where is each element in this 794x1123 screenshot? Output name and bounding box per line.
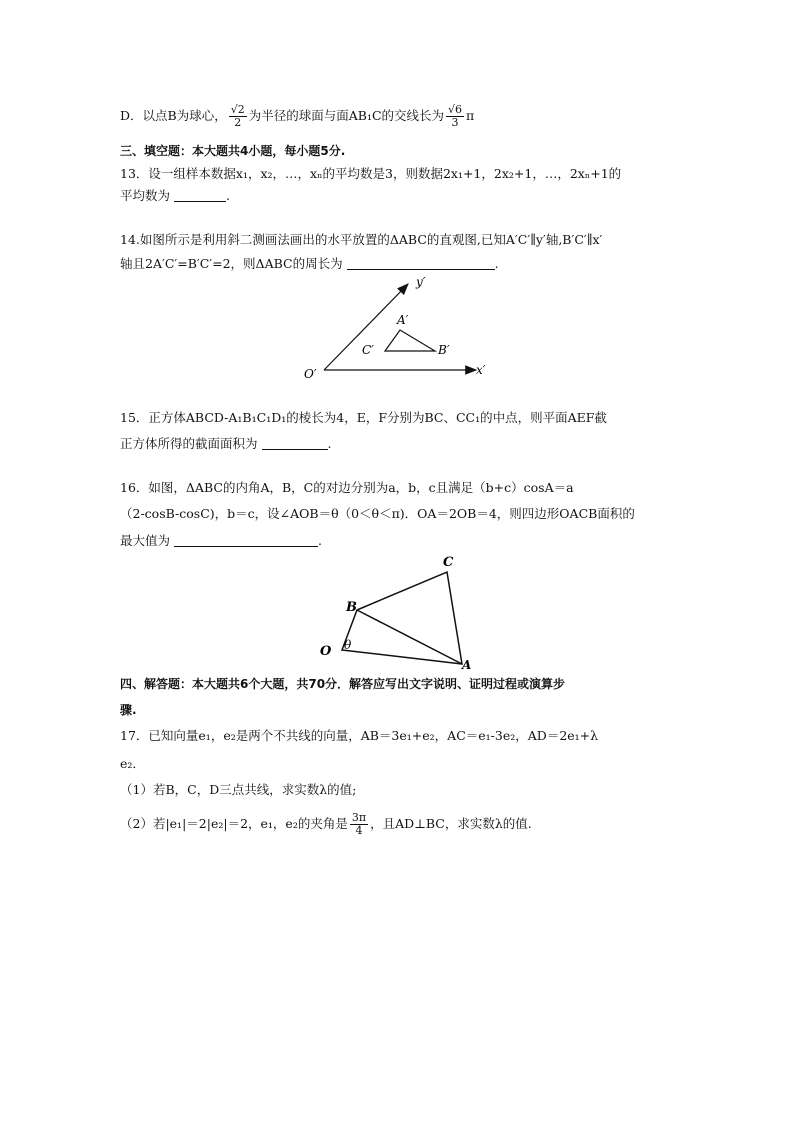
q13-answer-blank	[174, 189, 226, 202]
q14-line1: 14.如图所示是利用斜二测画法画出的水平放置的ΔABC的直观图,已知A′C′∥y′轴,B′C′∥x′	[120, 232, 603, 247]
label-o: O	[320, 644, 332, 659]
q16-line2: （2-cosB-cosC)，b＝c，设∠AOB＝θ（0＜θ＜π)．OA＝2OB＝4，则四边形OACB面积的	[120, 506, 635, 521]
q16-answer-blank	[174, 534, 318, 547]
q13-line1: 13．设一组样本数据x₁，x₂，…，xₙ的平均数是3，则数据2x₁+1，2x₂+1，…，2xₙ+1的	[120, 166, 622, 181]
length-fraction	[446, 104, 464, 129]
q16-figure	[312, 552, 482, 672]
quadrilateral-oacb	[342, 572, 462, 664]
angle-numerator: 3π	[351, 811, 367, 824]
option-d-prefix: D．以点B为球心，	[120, 108, 227, 123]
q13-prefix: 平均数为	[120, 188, 171, 203]
point-c-label: C′	[362, 343, 374, 357]
angle-denominator: 4	[355, 824, 363, 837]
y-axis-line	[324, 284, 408, 370]
radius-numerator: √2	[230, 103, 245, 116]
q15-answer-blank	[262, 437, 328, 450]
option-d-suffix: π	[466, 108, 475, 123]
q14-figure	[290, 268, 510, 386]
q13-line2	[120, 188, 230, 204]
angle-fraction	[350, 812, 368, 837]
q13-suffix: .	[226, 188, 230, 203]
section4-heading-line1: 四、解答题：本大题共6个大题，共70分．解答应写出文字说明、证明过程或演算步	[120, 677, 566, 691]
q16-prefix: 最大值为	[120, 533, 171, 548]
diagonal-ba	[357, 610, 462, 664]
triangle-abc-prime	[385, 330, 435, 351]
point-a-label: A′	[397, 313, 409, 327]
q14-prefix: 轴且2A′C′=B′C′=2，则ΔABC的周长为	[120, 256, 343, 271]
label-theta: θ	[344, 638, 352, 652]
y-axis-label: y′	[416, 275, 426, 289]
label-a: A	[462, 658, 472, 672]
q15-suffix: .	[327, 436, 332, 451]
q16-line3	[120, 533, 322, 549]
q16-suffix: .	[318, 533, 322, 548]
radius-denominator: 2	[234, 116, 242, 129]
length-numerator: √6	[448, 103, 463, 116]
origin-label: O′	[304, 367, 317, 381]
option-d	[120, 104, 474, 129]
q15-line2	[120, 436, 331, 452]
point-b-label: B′	[438, 343, 450, 357]
label-b: B	[346, 600, 357, 615]
q17-part1: （1）若B，C，D三点共线，求实数λ的值;	[120, 782, 357, 797]
q17-line2: e₂．	[120, 756, 145, 771]
section4-heading-line2: 骤.	[120, 703, 137, 717]
radius-fraction	[229, 104, 247, 129]
x-axis-label: x′	[476, 363, 486, 377]
length-denominator: 3	[451, 116, 459, 129]
option-d-middle: 为半径的球面与面AB₁C的交线长为	[248, 108, 445, 123]
q17-line1: 17．已知向量e₁，e₂是两个不共线的向量，AB＝3e₁+e₂，AC＝e₁-3e₂，AD＝2e₁+λ	[120, 728, 599, 743]
q15-line1: 15．正方体ABCD-A₁B₁C₁D₁的棱长为4，E，F分别为BC、CC₁的中点，则平面AEF截	[120, 410, 607, 425]
q14-suffix: .	[494, 256, 499, 271]
q17-part2	[120, 812, 532, 837]
label-c: C	[443, 555, 454, 570]
q16-line1: 16．如图，ΔABC的内角A，B，C的对边分别为a，b，c且满足（b+c）cosA＝a	[120, 480, 574, 495]
q17-part2-suffix: ，且AD⊥BC，求实数λ的值.	[370, 816, 532, 831]
q17-part2-prefix: （2）若|e₁|＝2|e₂|＝2，e₁，e₂的夹角是	[120, 816, 348, 831]
q15-prefix: 正方体所得的截面面积为	[120, 436, 258, 451]
section3-heading: 三、填空题：本大题共4小题，每小题5分.	[120, 144, 346, 158]
